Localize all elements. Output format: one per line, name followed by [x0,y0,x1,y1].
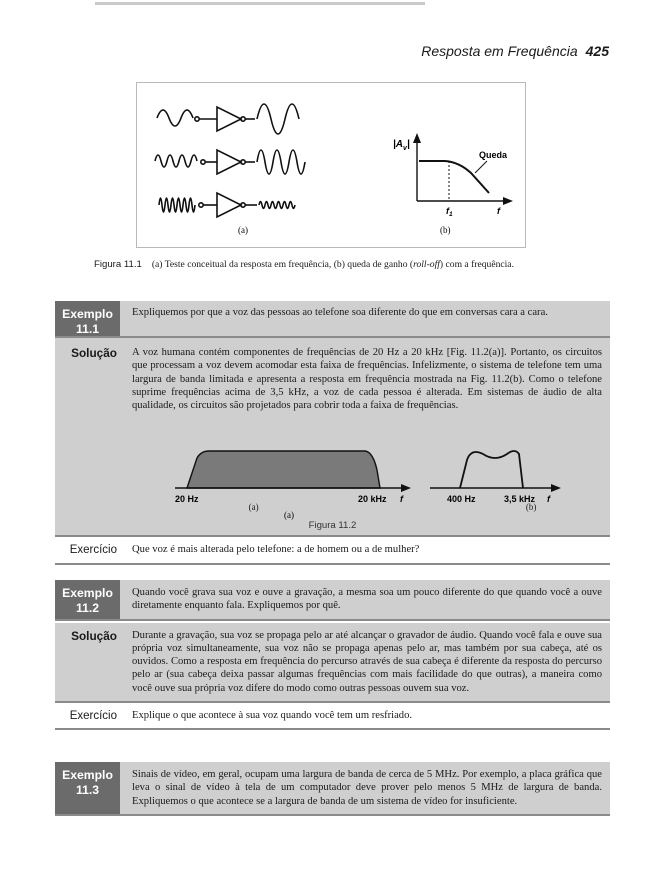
label-b: (b) [440,225,451,235]
solution-tag: Solução [71,346,117,360]
figure-11-1-caption [94,259,514,270]
example-tag: Exemplo 11.1 [55,301,120,336]
input-node [195,117,199,121]
example-row [55,580,610,619]
example-statement: Expliquemos por que a voz das pessoas ao telefone soa diferente do que em conversas cara a cara. [132,307,548,318]
output-wave-low [257,104,299,134]
waveform-tests [155,104,305,217]
exercise-text: Que voz é mais alterada pelo telefone: a de homem ou a de mulher? [132,544,420,556]
f1-label: $f_1$ [446,206,453,218]
label-20hz: 20 Hz [175,494,199,505]
divider [55,728,610,730]
amplifier-triangle [217,107,241,131]
label-35khz: 3,5 kHz [504,494,536,505]
output-wave-mid [257,150,305,174]
exercise-row [55,537,610,562]
exercise-text: Explique o que acontece à sua voz quando você tem um resfriado. [132,710,413,722]
phone-band-curve [460,451,523,488]
label-20khz: 20 kHz [358,494,387,505]
exercise-row [55,703,610,728]
solution-area [55,338,610,535]
output-wave-high [259,202,295,209]
example-11-2 [55,580,610,730]
solution-text: Durante a gravação, sua voz se propaga pelo ar até alcançar o gravador de áudio. Quando você fala e ouve sua própria voz simultaneamente, sua voz não se propaga apenas pelo ar, mas também por sua cabeça, até os ouvidos. Como a resposta em frequência do percurso através de sua cabeça é diferente da resposta do percurso pelo ar (sua cabeça deixa passar algumas frequências com mais facilidade do que outras), a maneira como você ouve sua própria voz difere do modo como outras pessoas ouvem sua voz. [132,629,602,694]
example-row [55,301,610,336]
caption-text: (a) Teste conceitual da resposta em frequência, (b) queda de ganho (roll-off) com a frequência. [151,259,514,270]
amplifier-triangle [217,193,241,217]
example-tag: Exemplo 11.2 [55,580,120,619]
example-row [55,762,610,814]
example-11-1 [55,301,610,565]
sub-b: (b) [525,502,537,513]
input-wave-low [157,110,193,126]
exercise-tag: Exercício [69,544,117,557]
y-axis-label: $|A_v|$ [393,139,410,152]
running-header [421,43,609,59]
divider [55,563,610,565]
label-400hz: 400 Hz [447,494,476,505]
chapter-title: Resposta em Frequência [421,43,578,59]
solution-tag: Solução [71,628,117,643]
solution-text: A voz humana contém componentes de frequências de 20 Hz a 20 kHz [Fig. 11.2(a)]. Portanto, os circuitos que processam a voz devem acomodar esta faixa de frequências. Infelizmente, o sistema de telefone tem uma largura de banda limitada e apresenta a resposta em frequência mostrada na Fig. 11.2(b). Como o telefone suprime frequências acima de 3,5 kHz, a voz de cada pessoa é alterada. Em sistemas de áudio de alta qualidade, os circuitos são projetados para cobrir toda a faixa de frequências. [132,347,602,412]
sub-a: (a) [248,502,259,513]
divider [55,814,610,816]
input-wave-mid [155,155,197,167]
amplifier-triangle [217,150,241,174]
example-tag: Exemplo 11.3 [55,762,120,814]
voice-band-fill [187,451,380,488]
example-statement: Sinais de vídeo, em geral, ocupam uma largura de banda de cerca de 5 MHz. Por exemplo, a placa gráfica que leva o sinal de vídeo à tela de um computador deve prover pelo menos 5 MHz de largura de banda. Expliquemos o que acontece se a largura de banda de um sistema de vídeo for insuficiente. [132,769,602,807]
figure-11-1 [136,82,526,248]
figure-11-2-caption: Figura 11.2 [308,520,357,532]
example-statement: Quando você grava sua voz e ouve a gravação, a mesma soa um pouco diferente do que quando você a ouve diretamente enquanto fala. Expliquemos por quê. [132,587,602,612]
f-label: f [497,206,500,216]
solution-row [55,340,610,418]
label-f-b: f [547,494,550,505]
input-wave-high [159,198,195,212]
rolloff-plot [393,133,513,235]
figure-11-2 [55,418,610,521]
gain-curve [419,161,489,193]
figure-11-2-drawing [55,418,610,521]
exercise-tag: Exercício [69,710,117,723]
top-rule [95,2,425,5]
figure-11-1-drawing [137,83,525,247]
solution-row [55,623,610,701]
label-a2: (a) [284,510,294,521]
label-a: (a) [238,225,248,235]
page-number: 425 [585,43,609,59]
example-11-3 [55,762,610,816]
label-f-a: f [400,494,403,505]
caption-label: Figura 11.1 [94,259,142,270]
divider [55,619,610,621]
drop-label: Queda [479,150,508,160]
